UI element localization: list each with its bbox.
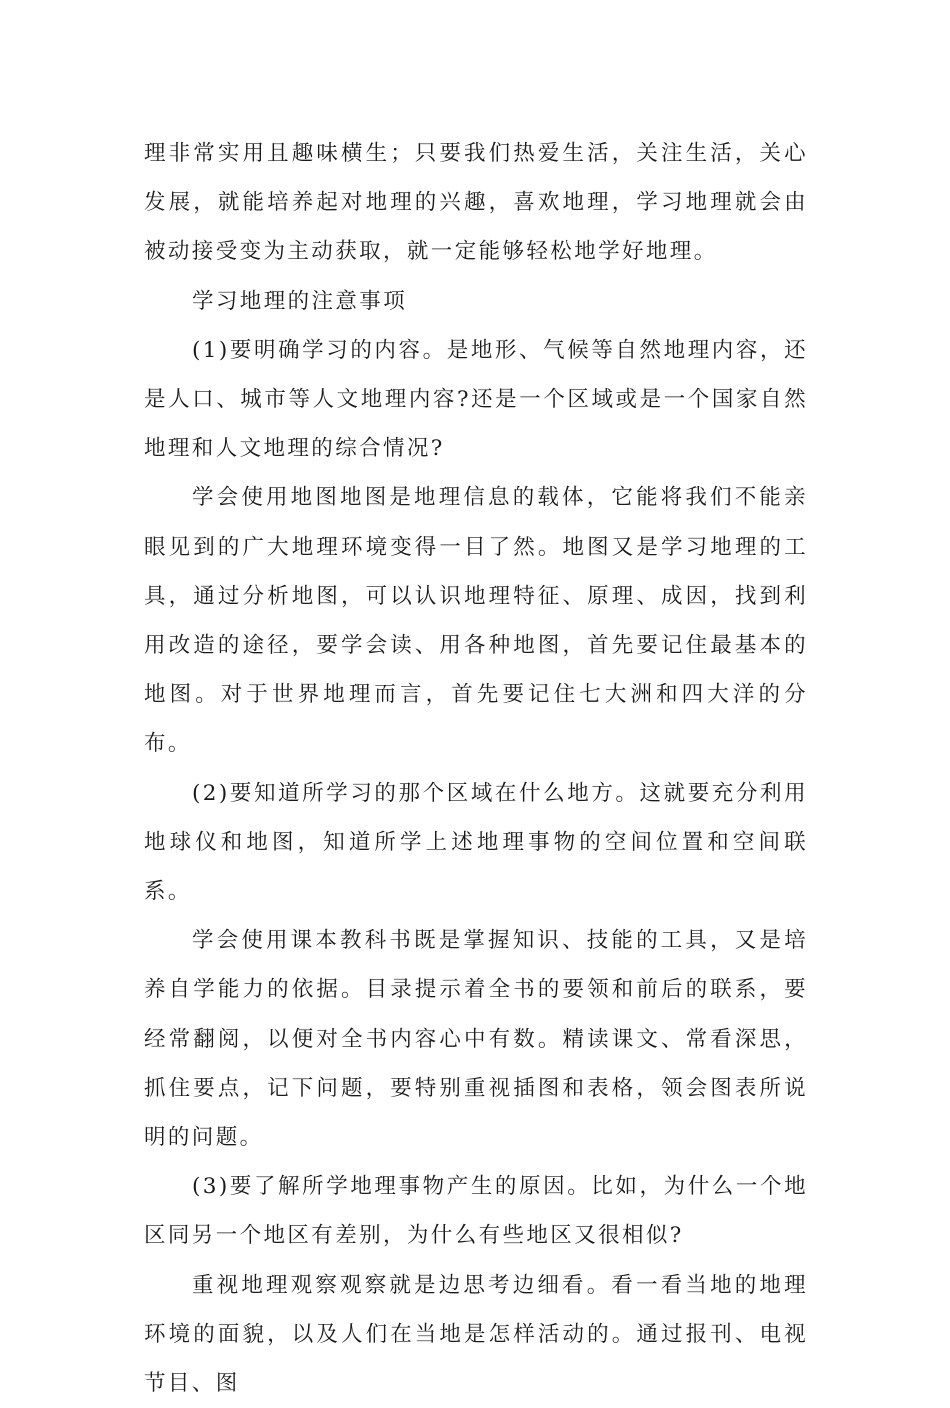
paragraph-point-2: (2)要知道所学习的那个区域在什么地方。这就要充分利用地球仪和地图，知道所学上述地理事物的空间位置和空间联系。: [144, 780, 808, 905]
paragraph-point-1: (1)要明确学习的内容。是地形、气候等自然地理内容，还是人口、城市等人文地理内容?还是一个区域或是一个国家自然地理和人文地理的综合情况?: [144, 337, 808, 462]
section-heading: 学习地理的注意事项: [192, 288, 408, 314]
paragraph-map-usage: 学会使用地图地图是地理信息的载体，它能将我们不能亲眼见到的广大地理环境变得一目了然。地图又是学习地理的工具，通过分析地图，可以认识地理特征、原理、成因，找到利用改造的途径，要学会读、用各种地图，首先要记住最基本的地图。对于世界地理而言，首先要记住七大洲和四大洋的分布。: [144, 485, 808, 757]
paragraph-observation: 重视地理观察观察就是边思考边细看。看一看当地的地理环境的面貌，以及人们在当地是怎样活动的。通过报刊、电视节目、图: [144, 1272, 808, 1397]
document-body: [144, 129, 808, 1408]
paragraph-continuation: 理非常实用且趣味横生；只要我们热爱生活，关注生活，关心发展，就能培养起对地理的兴趣，喜欢地理，学习地理就会由被动接受变为主动获取，就一定能够轻松地学好地理。: [144, 141, 808, 265]
paragraph-point-3: (3)要了解所学地理事物产生的原因。比如，为什么一个地区同另一个地区有差别，为什么有些地区又很相似?: [144, 1174, 808, 1249]
paragraph-textbook-usage: 学会使用课本教科书既是掌握知识、技能的工具，又是培养自学能力的依据。目录提示着全书的要领和前后的联系，要经常翻阅，以便对全书内容心中有数。精读课文、常看深思，抓住要点，记下问题，要特别重视插图和表格，领会图表所说明的问题。: [144, 928, 808, 1151]
